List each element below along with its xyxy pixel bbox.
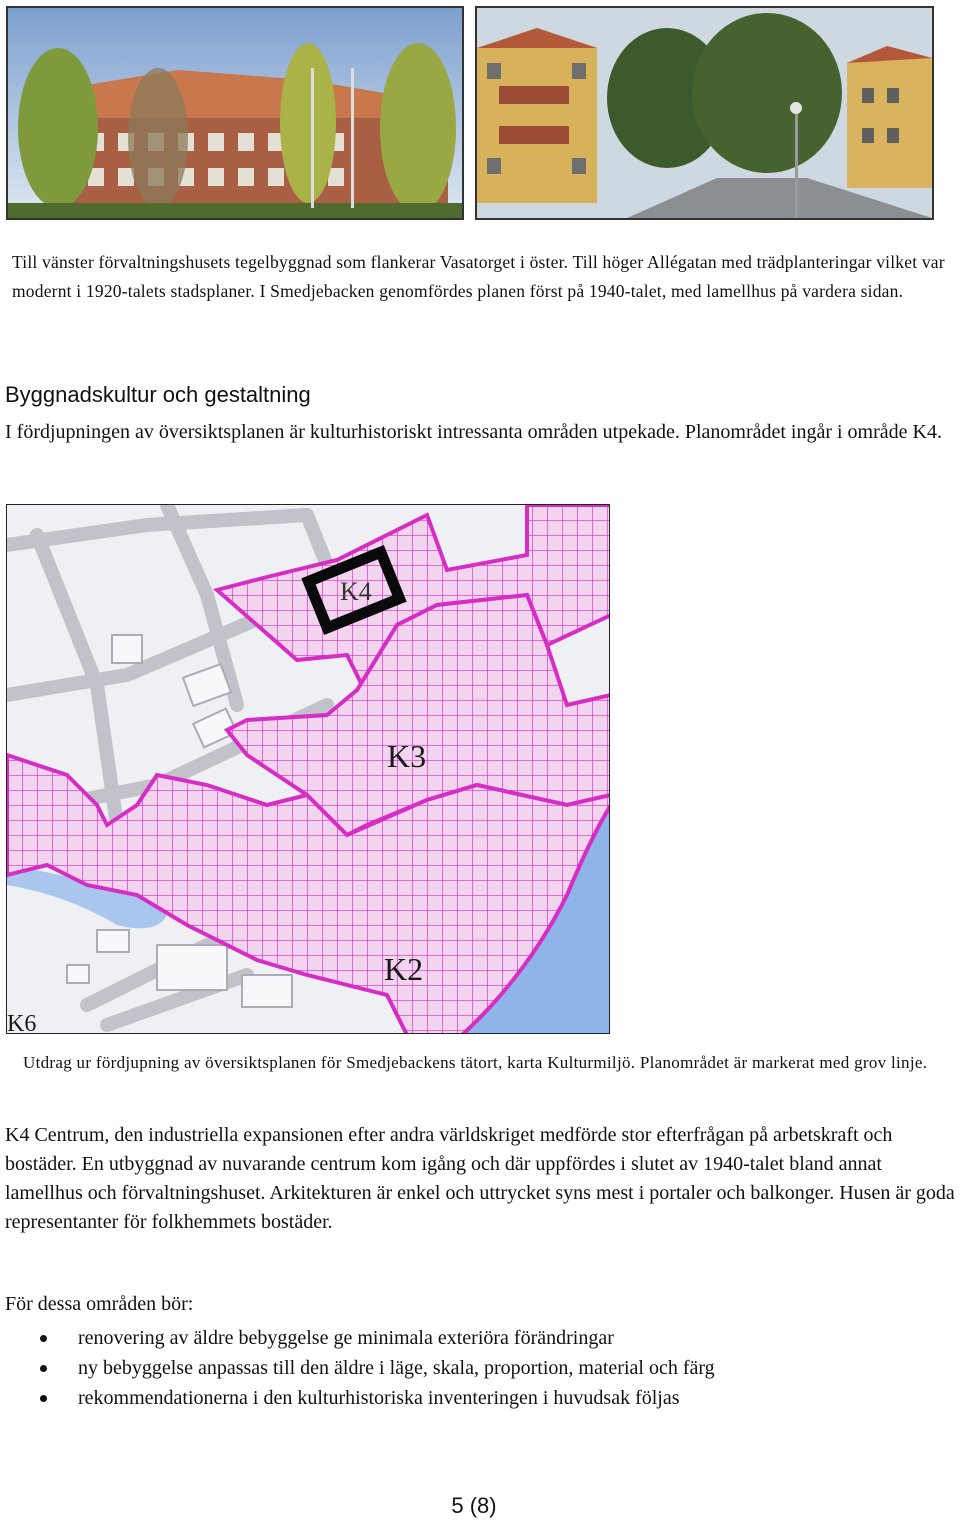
bullet-icon [40,1335,47,1342]
k4-description: K4 Centrum, den industriella expansionen efter andra världskriget medförde stor efterfrågan på arbetskraft och bostäder. En utbyggnad av nuvarande centrum kom igång och där uppfördes i slutet av 1940-talet bland annat lamellhus och förvaltningshuset. Arkitekturen är enkel och uttrycket syns mest i portaler och balkonger. Husen är goda representanter för folkhemmets bostäder. [5,1124,955,1233]
section-intro: I fördjupningen av översiktsplanen är kulturhistoriskt intressanta områden utpekade. Planområdet ingår i område K4. [5,421,942,443]
photo-administration-building-image [8,8,462,218]
map-label-edge: K6 [7,1011,37,1034]
list-item-text: rekommendationerna i den kulturhistoriska inventeringen i huvudsak följas [78,1387,680,1409]
map-label-k3: K3 [387,738,427,774]
section-heading: Byggnadskultur och gestaltning [5,382,311,407]
bullet-icon [40,1395,47,1402]
list-item [40,1383,715,1413]
photo-caption: Till vänster förvaltningshusets tegelbyggnad som flankerar Vasatorget i öster. Till höger Allégatan med trädplanteringar vilket var modernt i 1920-talets stadsplaner. I Smedjebacken genomfördes planen först på 1940-talet, med lamellhus på vardera sidan. [12,252,945,301]
page-number: 5 (8) [451,1493,497,1518]
list-item-text: ny bebyggelse anpassas till den äldre i läge, skala, proportion, material och färg [78,1357,715,1379]
map-caption: Utdrag ur fördjupning av översiktsplanen för Smedjebackens tätort, karta Kulturmiljö. Planområdet är markerat med grov linje. [23,1053,928,1072]
list-item [40,1353,715,1383]
list-item-text: renovering av äldre bebyggelse ge minimala exteriöra förändringar [78,1327,614,1349]
bullet-icon [40,1365,47,1372]
map-label-k4: K4 [340,577,372,606]
culture-map-image [7,505,610,1034]
recommendations-list [40,1323,715,1413]
recommendations-intro: För dessa områden bör: [5,1293,194,1315]
map-label-k2: K2 [384,951,424,987]
list-item [40,1323,715,1353]
photo-allegatan [475,6,934,220]
culture-map [6,504,610,1034]
photo-administration-building [6,6,464,220]
photo-allegatan-image [477,8,932,218]
